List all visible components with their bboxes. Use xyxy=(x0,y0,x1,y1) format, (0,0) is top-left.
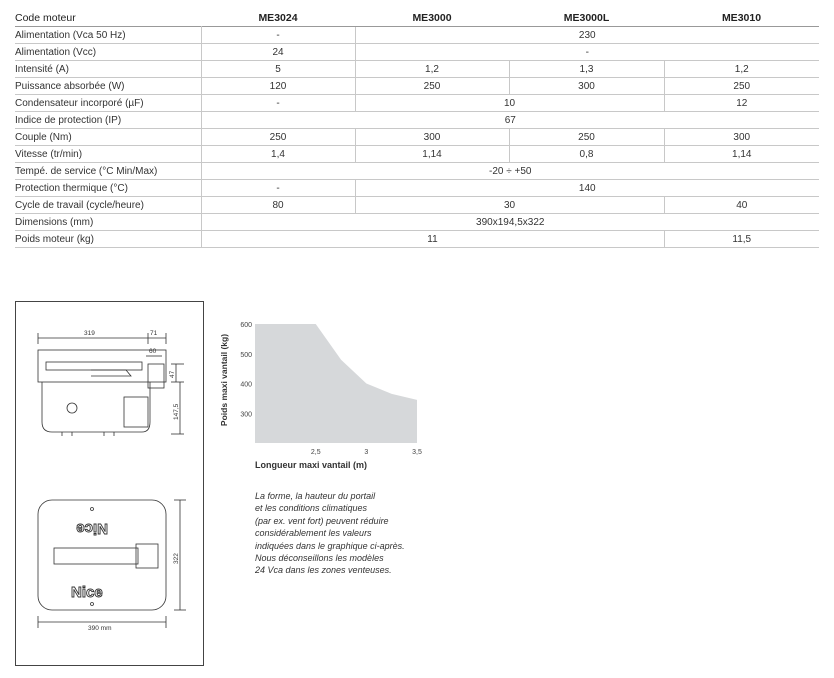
weight-length-chart xyxy=(215,318,430,478)
table-cell: 1,14 xyxy=(664,146,819,163)
table-cell: 12 xyxy=(664,95,819,112)
note-line: et les conditions climatiques xyxy=(255,503,368,514)
table-cell: 40 xyxy=(664,197,819,214)
y-tick-label: 600 xyxy=(240,322,252,329)
row-label: Poids moteur (kg) xyxy=(15,231,201,248)
row-label: Intensité (A) xyxy=(15,61,201,78)
table-cell: - xyxy=(201,27,355,44)
y-tick-label: 300 xyxy=(240,411,252,419)
nice-logo-inverted: Nice xyxy=(76,520,108,537)
note-line: indiquées dans le graphique ci-après. xyxy=(255,540,405,551)
table-row xyxy=(15,27,819,44)
disclaimer-note xyxy=(255,490,455,577)
row-label: Tempé. de service (°C Min/Max) xyxy=(15,163,201,180)
row-label: Puissance absorbée (W) xyxy=(15,78,201,95)
table-cell: 1,4 xyxy=(201,146,355,163)
note-line: La forme, la hauteur du portail xyxy=(255,491,376,501)
note-line: considérablement les valeurs xyxy=(255,528,372,539)
table-row xyxy=(15,61,819,78)
row-label: Condensateur incorporé (µF) xyxy=(15,95,201,112)
header-model: ME3000L xyxy=(563,12,610,24)
note-line: (par ex. vent fort) peuvent réduire xyxy=(255,515,389,526)
table-cell: 390x194,5x322 xyxy=(201,214,819,231)
motor-side-top xyxy=(38,350,166,382)
note-line: 24 Vca dans les zones venteuses. xyxy=(255,565,392,576)
table-cell: 250 xyxy=(509,129,664,146)
technical-drawing-panel xyxy=(15,301,204,666)
spec-table-body xyxy=(15,27,819,248)
spec-table xyxy=(15,10,819,248)
table-cell: 1,2 xyxy=(355,61,509,78)
table-row xyxy=(15,129,819,146)
table-cell: 67 xyxy=(201,112,819,129)
row-label: Cycle de travail (cycle/heure) xyxy=(15,197,201,214)
y-tick-label: 400 xyxy=(240,381,252,389)
table-cell: 1,14 xyxy=(355,146,509,163)
row-label: Indice de protection (IP) xyxy=(15,112,201,129)
table-cell: 80 xyxy=(201,197,355,214)
table-row xyxy=(15,146,819,163)
row-label: Protection thermique (°C) xyxy=(15,180,201,197)
header-model: ME3010 xyxy=(721,12,762,24)
table-row xyxy=(15,231,819,248)
dim-label: 47 xyxy=(169,370,176,378)
table-cell: 300 xyxy=(664,129,819,146)
chart-ylabel: Poids maxi vantail (kg) xyxy=(219,333,229,427)
motor-arm xyxy=(54,548,138,564)
table-cell: 0,8 xyxy=(509,146,664,163)
dim-label: 71 xyxy=(150,330,158,337)
table-cell: 140 xyxy=(355,180,819,197)
header-label: Code moteur xyxy=(15,12,76,24)
table-cell: 11 xyxy=(201,231,664,248)
row-label: Dimensions (mm) xyxy=(15,214,201,231)
table-cell: 250 xyxy=(355,78,509,95)
dim-label: 390 mm xyxy=(88,625,112,632)
table-cell: 11,5 xyxy=(664,231,819,248)
motor-side-body xyxy=(42,382,150,432)
table-cell: - xyxy=(201,180,355,197)
table-row xyxy=(15,197,819,214)
table-cell: - xyxy=(355,44,819,61)
table-cell: 10 xyxy=(355,95,664,112)
dim-label: 319 xyxy=(84,330,95,337)
table-cell: 250 xyxy=(201,129,355,146)
table-cell: 120 xyxy=(201,78,355,95)
note-line: Nous déconseillons les modèles xyxy=(255,553,384,564)
table-cell: 250 xyxy=(664,78,819,95)
table-row xyxy=(15,112,819,129)
row-label: Alimentation (Vca 50 Hz) xyxy=(15,27,201,44)
x-tick-label: 3,5 xyxy=(412,449,422,456)
table-row xyxy=(15,214,819,231)
x-tick-label: 2,5 xyxy=(310,449,321,456)
x-tick-label: 3 xyxy=(364,449,369,456)
row-label: Vitesse (tr/min) xyxy=(15,146,201,163)
table-cell: 230 xyxy=(355,27,819,44)
table-row xyxy=(15,95,819,112)
table-cell: 1,2 xyxy=(664,61,819,78)
table-cell: 300 xyxy=(355,129,509,146)
motor-screw xyxy=(67,403,77,413)
table-cell: 30 xyxy=(355,197,664,214)
table-cell: 1,3 xyxy=(509,61,664,78)
chart-area-series xyxy=(255,324,417,443)
table-cell: - xyxy=(201,95,355,112)
table-row xyxy=(15,78,819,95)
motor-dimension-drawing xyxy=(16,302,203,665)
table-cell: 5 xyxy=(201,61,355,78)
table-row xyxy=(15,44,819,61)
dim-label: 322 xyxy=(173,553,180,564)
header-model: ME3000 xyxy=(412,12,452,24)
row-label: Couple (Nm) xyxy=(15,129,201,146)
y-tick-label: 500 xyxy=(240,351,252,359)
table-cell: 24 xyxy=(201,44,355,61)
table-row xyxy=(15,180,819,197)
nice-logo: Nice xyxy=(71,584,103,601)
header-model: ME3024 xyxy=(258,12,298,24)
dim-label: 147,5 xyxy=(173,403,180,420)
table-row xyxy=(15,163,819,180)
table-cell: -20 ÷ +50 xyxy=(201,163,819,180)
table-header-row xyxy=(15,10,819,27)
dim-label: 60 xyxy=(149,348,157,355)
chart-xlabel: Longueur maxi vantail (m) xyxy=(255,460,368,470)
row-label: Alimentation (Vcc) xyxy=(15,44,201,61)
table-cell: 300 xyxy=(509,78,664,95)
